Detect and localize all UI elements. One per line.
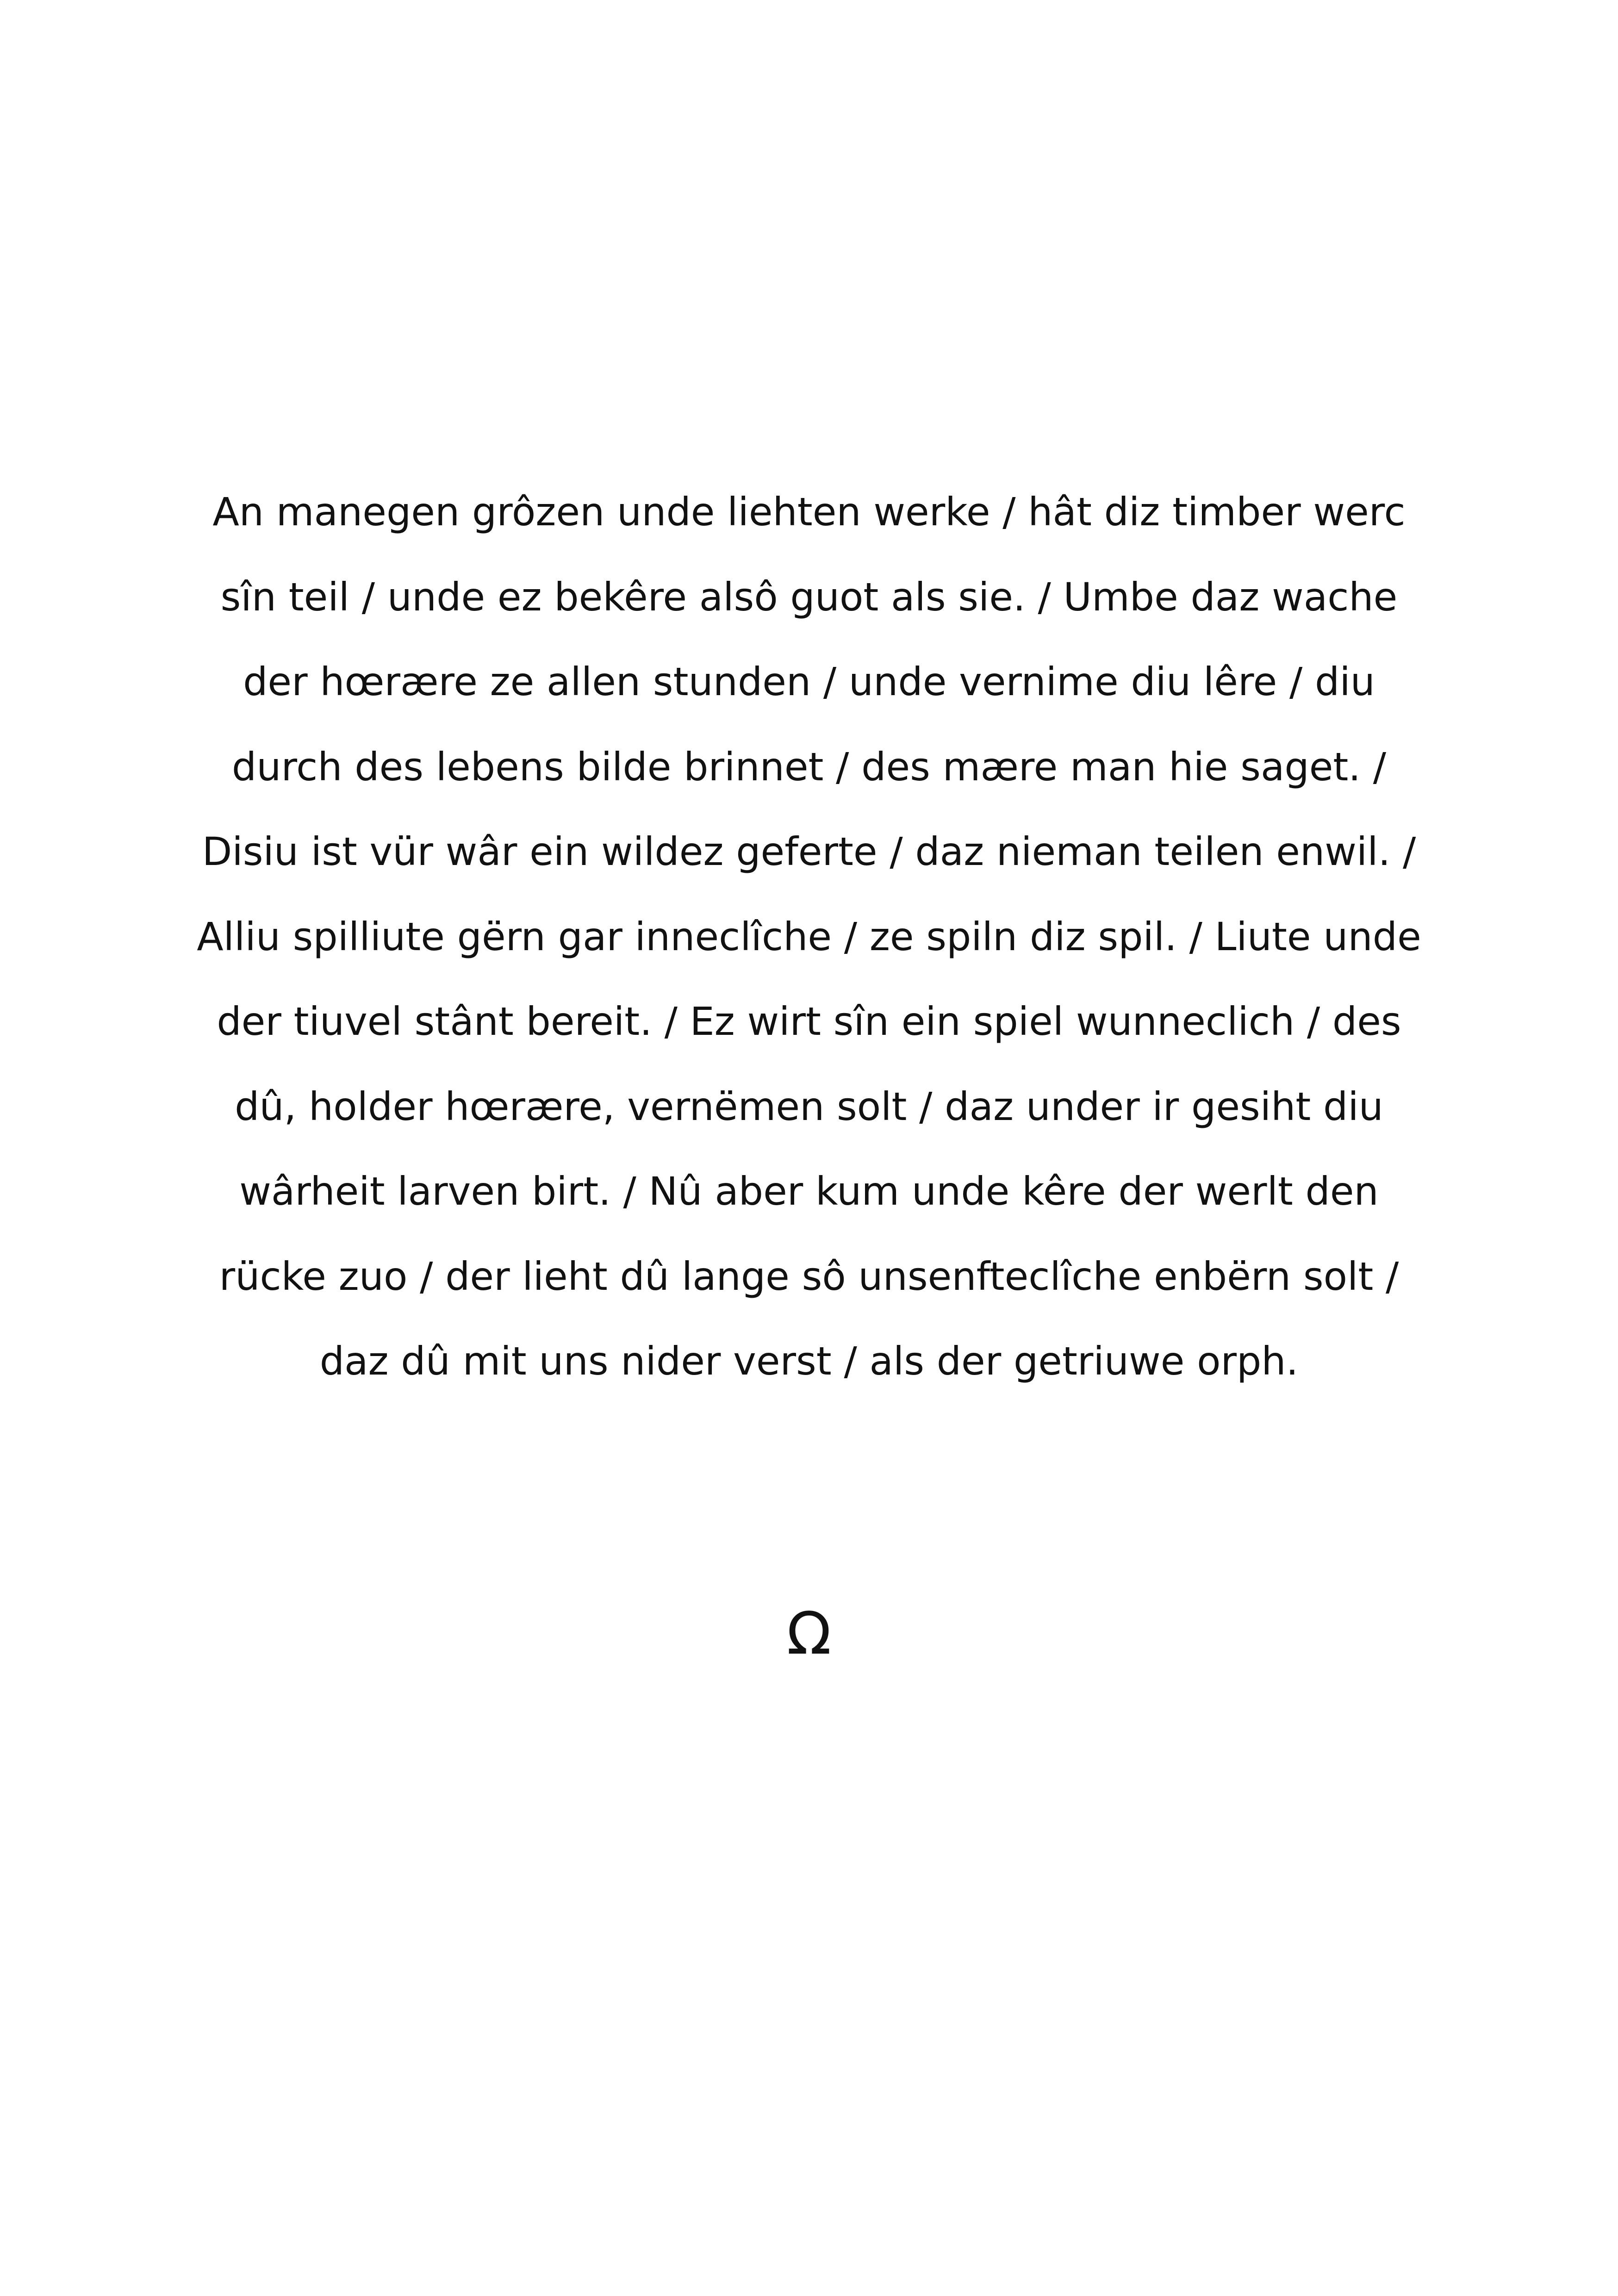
text-line-5: Disiu ist vür wâr ein wildez geferte / daz nieman teilen enwil. /: [202, 829, 1416, 874]
text-line-1: An manegen grôzen unde liehten werke / hât diz timber werc: [212, 489, 1406, 535]
text-line-2: sîn teil / unde ez bekêre alsô guot als sie. / Umbe daz wache: [220, 574, 1398, 620]
text-line-7: der tiuvel stânt bereit. / Ez wirt sîn ein spiel wunneclich / des: [217, 999, 1401, 1044]
text-line-11: daz dû mit uns nider verst / als der getriuwe orph.: [319, 1338, 1299, 1384]
text-line-9: wârheit larven birt. / Nû aber kum unde kêre der werlt den: [239, 1169, 1379, 1214]
text-line-10: rücke zuo / der lieht dû lange sô unsenfteclîche enbërn solt /: [219, 1253, 1399, 1299]
omega-end-mark: Ω: [786, 1599, 832, 1668]
text-line-6: Alliu spilliute gërn gar inneclîche / ze spiln diz spil. / Liute unde: [197, 914, 1421, 959]
text-line-8: dû, holder hœrære, vernëmen solt / daz under ir gesiht diu: [235, 1083, 1383, 1129]
poem-text-block: [139, 470, 1479, 1404]
text-line-3: der hœrære ze allen stunden / unde vernime diu lêre / diu: [243, 659, 1375, 704]
text-line-4: durch des lebens bilde brinnet / des mære man hie saget. /: [231, 744, 1387, 790]
